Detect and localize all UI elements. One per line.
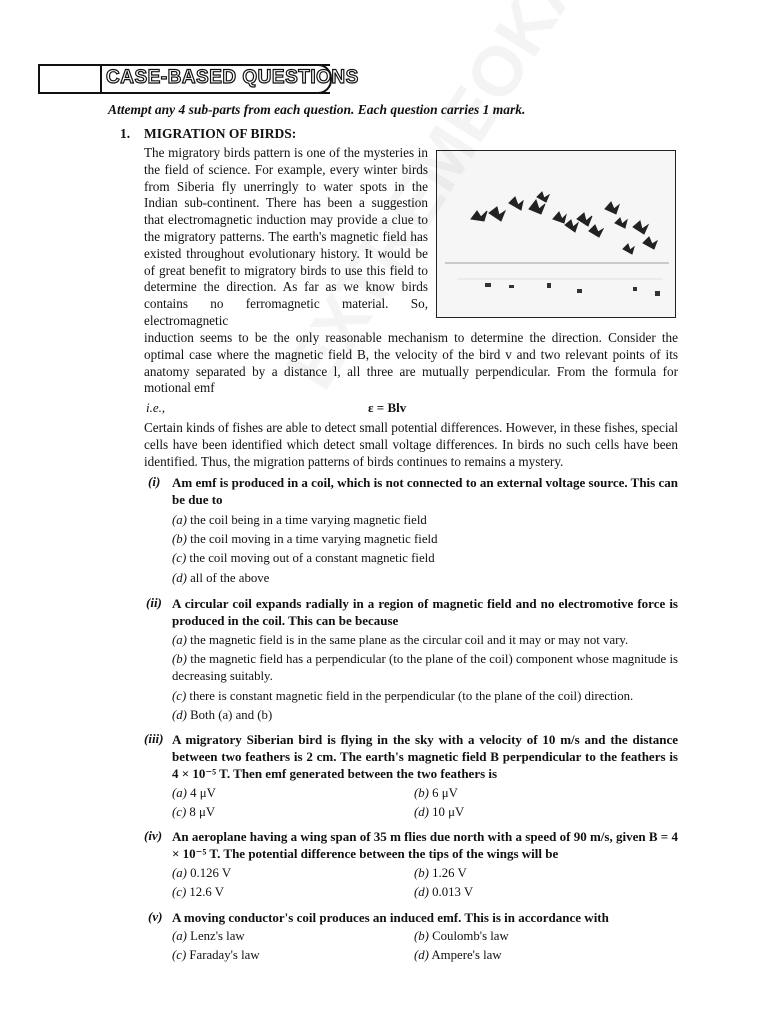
subq-4-text: An aeroplane having a wing span of 35 m flies due north with a speed of 90 m/s, given B = 4 × 10⁻⁵ T. The potential difference between the tips of the wings will be <box>172 829 678 861</box>
section-header-title: CASE-BASED QUESTIONS <box>106 67 359 88</box>
subq-4-numeral: (iv) <box>144 828 163 843</box>
subq-1-option-d[interactable]: (d) all of the above <box>172 571 270 585</box>
subq-3-option-c[interactable]: (c) 8 μV <box>172 805 216 819</box>
subq-2-option-a[interactable]: (a) the magnetic field is in the same plane as the circular coil and it may or may not vary. <box>172 633 629 647</box>
subq-5-numeral: (v) <box>148 909 163 924</box>
subq-4-option-d[interactable]: (d) 0.013 V <box>414 885 474 899</box>
emf-formula: ε = Blv <box>368 400 407 415</box>
subq-1-option-b[interactable]: (b) the coil moving in a time varying magnetic field <box>172 532 438 546</box>
subq-3-option-d[interactable]: (d) 10 μV <box>414 805 465 819</box>
subq-4-option-c[interactable]: (c) 12.6 V <box>172 885 225 899</box>
subq-2-text: A circular coil expands radially in a region of magnetic field and no electromotive force is produced in the coil. This can be because <box>172 596 678 628</box>
subq-3-option-a[interactable]: (a) 4 μV <box>172 786 216 800</box>
passage-paragraph-2: induction seems to be the only reasonable mechanism to determine the direction. Consider the optimal case where the magnetic field B, the velocity of the bird v and two relevant points of its anatomy separated by a distance l, all three are mutually perpendicular. From the formula for motional emf <box>144 330 678 396</box>
subq-5-option-c[interactable]: (c) Faraday's law <box>172 948 260 962</box>
subq-1-option-c[interactable]: (c) the coil moving out of a constant magnetic field <box>172 551 435 565</box>
instructions: Attempt any 4 sub-parts from each question. Each question carries 1 mark. <box>108 102 526 117</box>
passage-paragraph-1: The migratory birds pattern is one of the mysteries in the field of science. For example, every winter birds from Siberia fly unerringly to water spots in the Indian sub-continent. There has been a suggestion that electromagnetic induction may provide a clue to the migratory patterns. The earth's magnetic field has existed throughout evolutionary history. It would be of great benefit to migratory birds to use this field to determine the direction. As far as we know birds contains no ferromagnetic material. So, electromagnetic <box>144 145 428 328</box>
question-number: 1. <box>120 126 131 141</box>
subq-3-text: A migratory Siberian bird is flying in the sky with a velocity of 10 m/s and the distance between two feathers is 2 cm. The earth's magnetic field B perpendicular to the feathers is 4 × 10⁻⁵ T. Then emf generated between the two feathers is <box>172 732 678 781</box>
subq-4-option-b[interactable]: (b) 1.26 V <box>414 866 467 880</box>
subq-5-option-d[interactable]: (d) Ampere's law <box>414 948 502 962</box>
question-title: MIGRATION OF BIRDS: <box>144 126 297 141</box>
formula-prefix: i.e., <box>146 400 166 415</box>
subq-5-option-b[interactable]: (b) Coulomb's law <box>414 929 509 943</box>
subq-2-option-b[interactable]: (b) the magnetic field has a perpendicular (to the plane of the coil) component whose magnitude is decreasing suitably. <box>172 652 678 683</box>
subq-3-numeral: (iii) <box>144 731 164 746</box>
subq-1-text: Am emf is produced in a coil, which is not connected to an external voltage source. This can be due to <box>172 475 678 507</box>
passage-paragraph-3: Certain kinds of fishes are able to detect small potential differences. However, in these fishes, special cells have been identified which detect small voltage differences. In birds no such cells have been identified. Thus, the migration patterns of birds continues to remains a mystery. <box>144 420 678 469</box>
subq-3-option-b[interactable]: (b) 6 μV <box>414 786 458 800</box>
subq-2-option-d[interactable]: (d) Both (a) and (b) <box>172 708 273 722</box>
subq-1-option-a[interactable]: (a) the coil being in a time varying magnetic field <box>172 513 427 527</box>
subq-4-option-a[interactable]: (a) 0.126 V <box>172 866 232 880</box>
subq-2-option-c[interactable]: (c) there is constant magnetic field in the perpendicular (to the plane of the coil) direction. <box>172 689 634 703</box>
subq-1-numeral: (i) <box>148 474 161 489</box>
subq-2-numeral: (ii) <box>146 595 162 610</box>
subq-5-text: A moving conductor's coil produces an induced emf. This is in accordance with <box>172 910 609 925</box>
subq-5-option-a[interactable]: (a) Lenz's law <box>172 929 245 943</box>
